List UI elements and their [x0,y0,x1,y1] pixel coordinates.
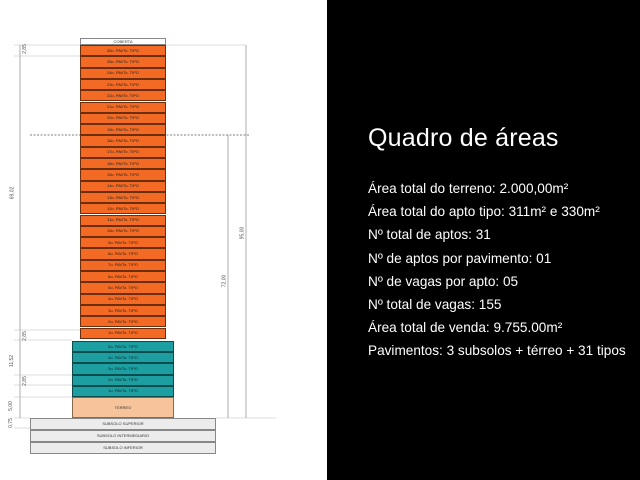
orange-floor [80,226,166,237]
orange-floor [80,147,166,158]
dim-right-outer: 95,00 [239,226,246,240]
orange-floor [80,271,166,282]
area-item: Área total do terreno: 2.000,00m² [368,181,569,196]
floor-label: 14o. PAVTo. TIPO [106,183,139,189]
areas-list [368,177,626,363]
floor-label: 2o. PAVTo. TIPO [108,318,138,324]
dim-left-mid: 2,85 [21,331,28,341]
orange-floor [80,237,166,248]
basement-floor [30,442,216,454]
floor-label: SUBSOLO INFERIOR [103,445,143,450]
floor-label: 5o. PAVTo. TIPO [108,343,138,349]
roof-floor [80,38,166,45]
orange-floor [80,294,166,305]
teal-floor [72,352,174,363]
teal-floor [72,386,174,397]
floor-label: SUBSOLO INTERMEDIARIO [96,433,150,438]
area-item: Área total de venda: 9.755.00m² [368,320,563,336]
orange-floor [80,248,166,259]
areas-panel [327,0,640,480]
basement-floor [30,418,216,430]
area-item: Nº de aptos por pavimento: 01 [368,250,552,266]
floor-label: 18o. PAVTo. TIPO [106,138,139,144]
dim-right-inner: 72,00 [221,274,228,288]
area-item: Pavimentos: 3 subsolos + térreo + 31 tipos [368,343,626,359]
dim-left-ground: 5,00 [7,401,14,411]
orange-floor [80,113,166,124]
orange-floor [80,305,166,316]
floor-label: 4o. PAVTo. TIPO [108,354,138,360]
orange-floor [80,90,166,101]
floor-label: 5o. PAVTo. TIPO [108,284,138,290]
floor-label: 8o. PAVTo. TIPO [108,251,138,257]
orange-floor [80,45,166,56]
floor-label: 21o. PAVTo. TIPO [106,104,139,110]
floor-label: 10o. PAVTo. TIPO [106,228,139,234]
orange-floor [80,79,166,90]
teal-floor [72,375,174,386]
floor-label: 12o. PAVTo. TIPO [106,205,139,211]
orange-floor [80,102,166,113]
floor-label: 9o. PAVTo. TIPO [108,239,138,245]
floor-label: 7o. PAVTo. TIPO [108,262,138,268]
floor-label: 1o. PAVTo. TIPO [108,388,138,394]
floor-label: 19o. PAVTo. TIPO [106,126,139,132]
floor-label: 4o. PAVTo. TIPO [108,296,138,302]
floor-label: 16o. PAVTo. TIPO [106,160,139,166]
floor-label: 11o. PAVTo. TIPO [107,217,139,223]
floor-label: 20o. PAVTo. TIPO [106,115,139,121]
area-item: Nº de vagas por apto: 05 [368,273,519,289]
teal-floor [72,363,174,374]
orange-floor [80,328,166,339]
orange-floor [80,181,166,192]
ground-floor [72,397,174,418]
orange-floor [80,203,166,214]
floor-label: 22o. PAVTo. TIPO [106,92,139,98]
floor-label: 17o. PAVTo. TIPO [106,149,139,155]
orange-floor [80,56,166,67]
floor-label: 13o. PAVTo. TIPO [106,194,139,200]
area-item: Nº total de vagas: 155 [368,297,502,313]
orange-floor [80,158,166,169]
floor-label: 25o. PAVTo. TIPO [106,58,139,64]
dim-left-teal-small: 2,85 [21,376,28,386]
area-item: Nº total de aptos: 31 [368,227,491,243]
floor-label: 23o. PAVTo. TIPO [106,81,139,87]
orange-floor [80,215,166,226]
floor-label: 15o. PAVTo. TIPO [106,171,139,177]
teal-floor [72,341,174,352]
orange-floor [80,68,166,79]
orange-floor [80,260,166,271]
orange-floor [80,124,166,135]
panel-title: Quadro de áreas [368,124,559,152]
orange-floor [80,135,166,146]
orange-floor [80,169,166,180]
orange-floor [80,316,166,327]
orange-floor [80,192,166,203]
floor-label: 3o. PAVTo. TIPO [108,365,138,371]
orange-floor [80,282,166,293]
floor-label: 2o. PAVTo. TIPO [108,377,138,383]
floor-label: 1o. PAVTo. TIPO [108,330,138,336]
dim-left-teal: 11,52 [9,354,16,368]
roof-label: COBERTA [113,38,133,44]
floor-label: 3o. PAVTo. TIPO [108,307,138,313]
floor-label: 26o. PAVTo. TIPO [106,47,139,53]
floor-label: SUBSOLO SUPERIOR [102,421,144,426]
ground-label: TERREO [114,404,132,410]
basement-floor [30,430,216,442]
dim-left-base: 0,75 [7,418,14,428]
floor-label: 6o. PAVTo. TIPO [108,273,138,279]
dim-top-small: 2,85 [21,44,28,54]
dim-left-big: 69,02 [9,186,16,200]
area-item: Área total do apto tipo: 311m² e 330m² [368,204,600,220]
floor-label: 24o. PAVTo. TIPO [106,70,139,76]
